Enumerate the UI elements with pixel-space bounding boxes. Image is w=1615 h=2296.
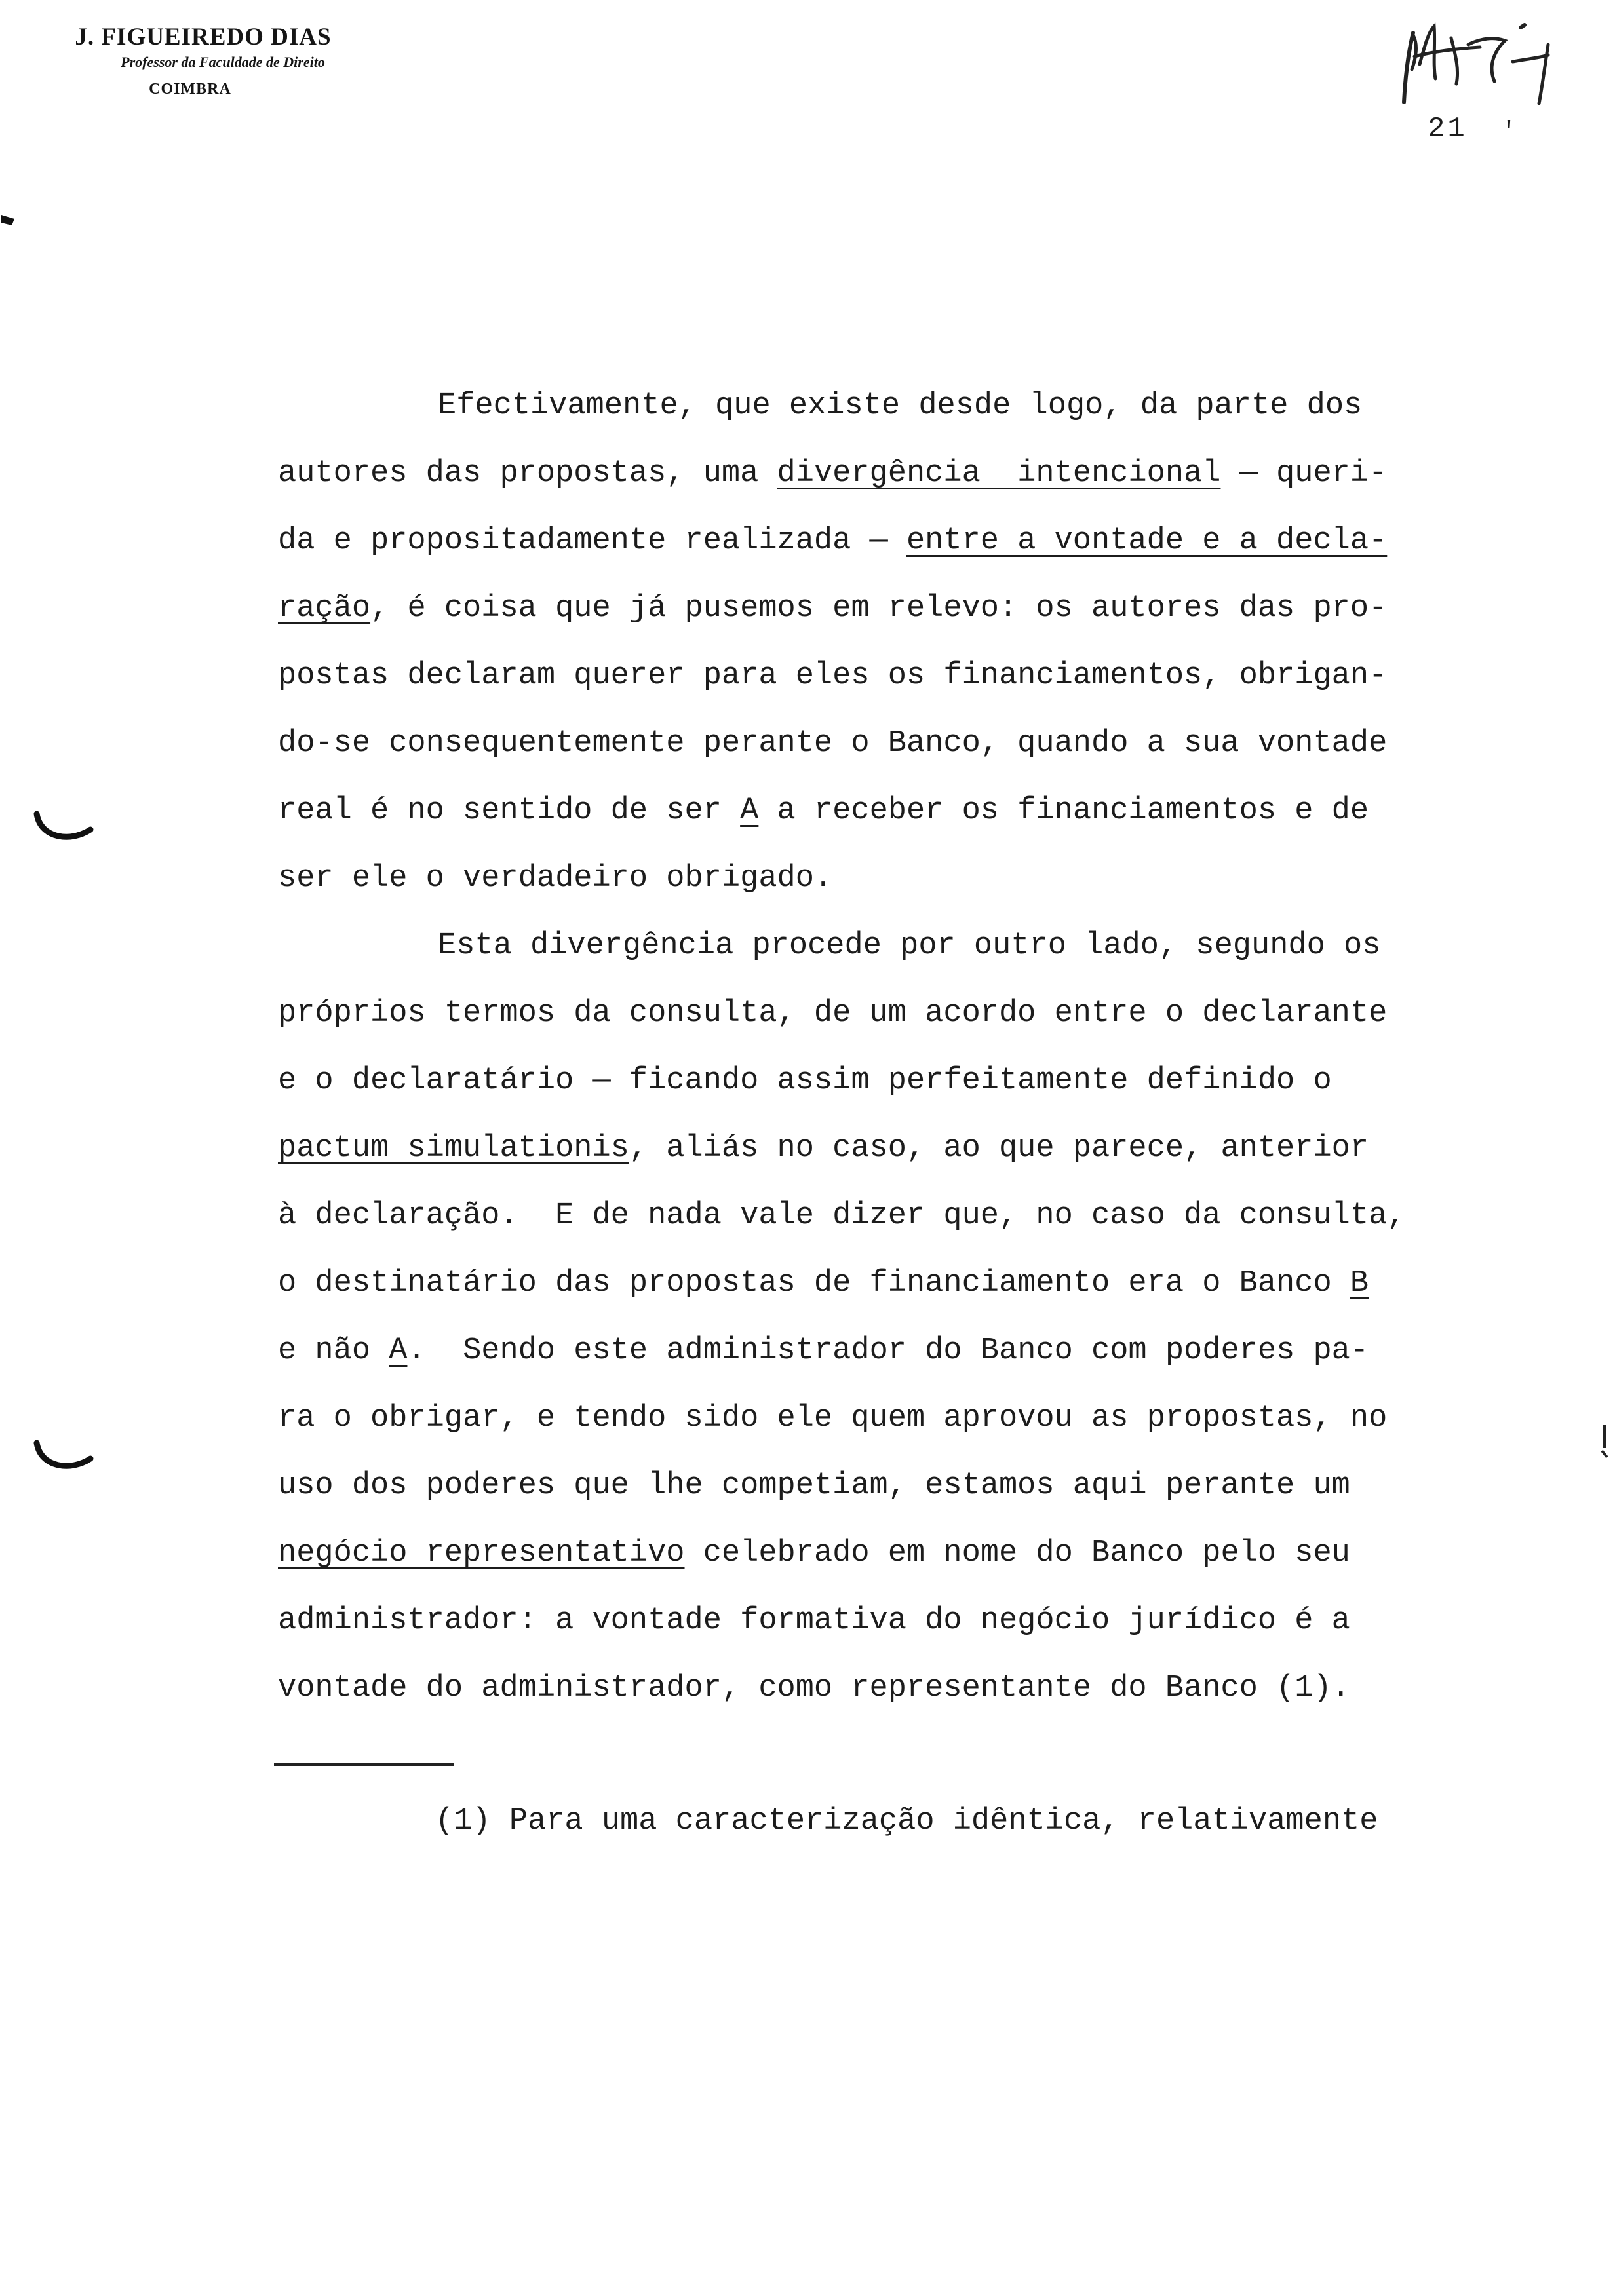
line-text: da e propositadamente realizada — xyxy=(278,524,906,558)
line-text: celebrado em nome do Banco pelo seu xyxy=(684,1536,1350,1571)
scan-speck-right xyxy=(1599,1422,1612,1461)
handwritten-signature xyxy=(1396,18,1573,110)
line-text: real é no sentido de ser xyxy=(278,794,741,828)
line-text: ser ele o verdadeiro obrigado. xyxy=(278,861,833,896)
line-text: à declaração. E de nada vale dizer que, no caso da consulta, xyxy=(278,1198,1406,1233)
underlined-term: pactum simulationis xyxy=(278,1131,629,1166)
body-line xyxy=(278,912,1523,980)
body-line xyxy=(278,710,1523,777)
body-line xyxy=(278,845,1523,912)
body-line xyxy=(278,1250,1523,1317)
line-text: , aliás no caso, ao que parece, anterior xyxy=(629,1131,1369,1166)
line-text: . Sendo este administrador do Banco com poderes pa- xyxy=(407,1333,1369,1368)
page-number-tick: ' xyxy=(1501,118,1517,147)
body-line xyxy=(278,980,1523,1047)
line-text: Efectivamente, que existe desde logo, da parte dos xyxy=(438,389,1363,423)
line-text: — queri- xyxy=(1220,456,1388,491)
footnote-text: (1) Para uma caracterização idêntica, relativamente xyxy=(435,1804,1378,1839)
body-line xyxy=(278,440,1523,507)
underlined-term: divergência intencional xyxy=(777,456,1221,491)
body-text xyxy=(278,372,1523,1722)
line-text: e não xyxy=(278,1333,389,1368)
line-text: Esta divergência procede por outro lado, segundo os xyxy=(438,928,1381,963)
line-text: próprios termos da consulta, de um acordo entre o declarante xyxy=(278,996,1388,1031)
letterhead xyxy=(66,22,380,101)
line-text: a receber os financiamentos e de xyxy=(758,794,1369,828)
line-text: ra o obrigar, e tendo sido ele quem aprovou as propostas, no xyxy=(278,1401,1388,1436)
letterhead-city: COIMBRA xyxy=(149,81,231,98)
binding-hole-mark-lower xyxy=(31,1435,97,1481)
line-text: , é coisa que já pusemos em relevo: os autores das pro- xyxy=(370,591,1388,626)
body-line xyxy=(278,372,1523,440)
line-text: e o declaratário — ficando assim perfeitamente definido o xyxy=(278,1063,1332,1098)
body-line xyxy=(278,1452,1523,1520)
line-text: vontade do administrador, como representante do Banco (1). xyxy=(278,1671,1350,1706)
body-line xyxy=(278,575,1523,642)
line-text: autores das propostas, uma xyxy=(278,456,777,491)
body-line xyxy=(278,1115,1523,1182)
line-text: postas declaram querer para eles os financiamentos, obrigan- xyxy=(278,659,1388,693)
body-line xyxy=(278,1520,1523,1587)
body-line xyxy=(278,1587,1523,1655)
letterhead-title: Professor da Faculdade de Direito xyxy=(121,54,325,70)
body-line xyxy=(278,1655,1523,1722)
body-line xyxy=(278,1047,1523,1115)
letterhead-name: J. FIGUEIREDO DIAS xyxy=(75,24,332,50)
underlined-term: ração xyxy=(278,591,371,626)
body-line xyxy=(278,642,1523,710)
line-text: uso dos poderes que lhe competiam, estamos aqui perante um xyxy=(278,1468,1350,1503)
line-text: administrador: a vontade formativa do negócio jurídico é a xyxy=(278,1603,1350,1638)
underlined-term: negócio representativo xyxy=(278,1536,685,1571)
body-line xyxy=(278,1385,1523,1452)
scan-speck-left xyxy=(0,210,20,229)
body-line xyxy=(278,507,1523,575)
underlined-term: A xyxy=(389,1333,408,1368)
underlined-term: A xyxy=(740,794,759,828)
line-text: do-se consequentemente perante o Banco, quando a sua vontade xyxy=(278,726,1388,761)
page-number: 21 xyxy=(1428,113,1468,145)
body-line xyxy=(278,1182,1523,1250)
binding-hole-mark-upper xyxy=(31,806,97,852)
underlined-term: B xyxy=(1350,1266,1369,1301)
body-line xyxy=(278,1317,1523,1385)
line-text: o destinatário das propostas de financiamento era o Banco xyxy=(278,1266,1350,1301)
underlined-term: entre a vontade e a decla- xyxy=(906,524,1388,558)
footnote-rule xyxy=(274,1763,454,1766)
body-line xyxy=(278,777,1523,845)
